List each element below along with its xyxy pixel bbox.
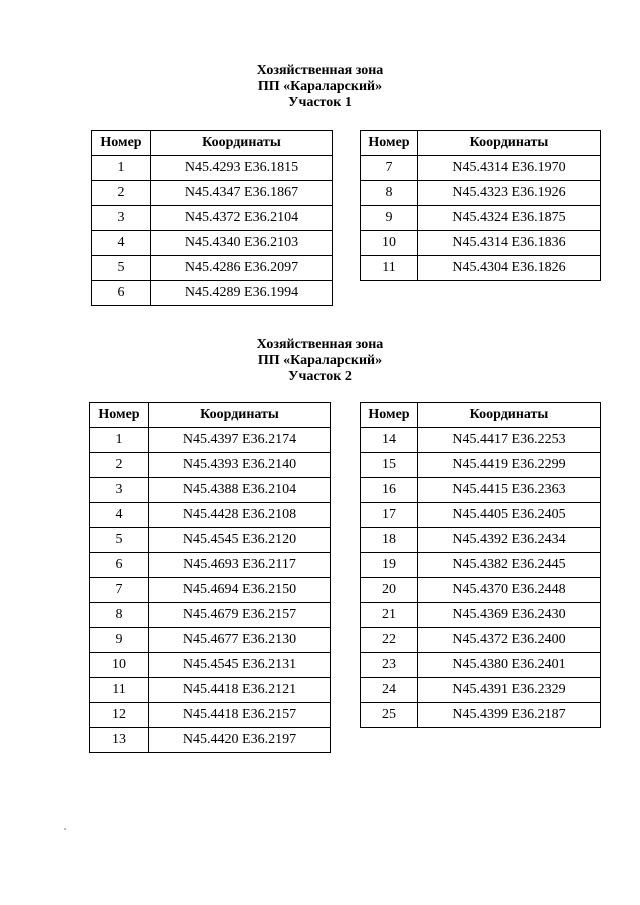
- row-number: 8: [90, 603, 149, 628]
- row-number: 3: [90, 478, 149, 503]
- scan-speck: [64, 828, 66, 830]
- row-number: 2: [90, 453, 149, 478]
- table-header-row: [361, 403, 601, 428]
- table-header-row: [92, 131, 333, 156]
- row-coordinates: N45.4405 E36.2405: [418, 503, 601, 528]
- row-coordinates: N45.4314 E36.1836: [418, 231, 601, 256]
- row-coordinates: N45.4418 E36.2121: [149, 678, 331, 703]
- row-number: 12: [90, 703, 149, 728]
- table-row: [92, 281, 333, 306]
- row-coordinates: N45.4380 E36.2401: [418, 653, 601, 678]
- row-coordinates: N45.4419 E36.2299: [418, 453, 601, 478]
- row-coordinates: N45.4340 E36.2103: [151, 231, 333, 256]
- row-coordinates: N45.4545 E36.2131: [149, 653, 331, 678]
- row-number: 11: [90, 678, 149, 703]
- header-number: Номер: [361, 131, 418, 156]
- table-row: [361, 206, 601, 231]
- row-number: 9: [90, 628, 149, 653]
- table-row: [361, 478, 601, 503]
- row-number: 2: [92, 181, 151, 206]
- row-coordinates: N45.4392 E36.2434: [418, 528, 601, 553]
- table-row: [90, 703, 331, 728]
- table-row: [90, 728, 331, 753]
- table-header-row: [361, 131, 601, 156]
- row-number: 8: [361, 181, 418, 206]
- row-number: 1: [90, 428, 149, 453]
- section1-title-line-plot: Участок 1: [288, 95, 352, 110]
- row-coordinates: N45.4420 E36.2197: [149, 728, 331, 753]
- row-coordinates: N45.4417 E36.2253: [418, 428, 601, 453]
- table-row: [361, 256, 601, 281]
- row-coordinates: N45.4679 E36.2157: [149, 603, 331, 628]
- row-coordinates: N45.4286 E36.2097: [151, 256, 333, 281]
- table-row: [90, 653, 331, 678]
- row-coordinates: N45.4677 E36.2130: [149, 628, 331, 653]
- table-row: [361, 453, 601, 478]
- row-number: 4: [92, 231, 151, 256]
- header-coordinates: Координаты: [149, 403, 331, 428]
- row-coordinates: N45.4369 E36.2430: [418, 603, 601, 628]
- row-coordinates: N45.4293 E36.1815: [151, 156, 333, 181]
- section2-left-table: [89, 402, 331, 753]
- table-row: [90, 678, 331, 703]
- row-coordinates: N45.4388 E36.2104: [149, 478, 331, 503]
- row-coordinates: N45.4397 E36.2174: [149, 428, 331, 453]
- row-number: 24: [361, 678, 418, 703]
- row-number: 17: [361, 503, 418, 528]
- row-coordinates: N45.4391 E36.2329: [418, 678, 601, 703]
- table-row: [90, 603, 331, 628]
- header-number: Номер: [361, 403, 418, 428]
- section1-title: [0, 63, 640, 111]
- row-coordinates: N45.4370 E36.2448: [418, 578, 601, 603]
- table-row: [361, 578, 601, 603]
- row-number: 6: [90, 553, 149, 578]
- section1-left-table: [91, 130, 333, 306]
- section2-title-line-zone: Хозяйственная зона: [256, 337, 384, 352]
- row-number: 1: [92, 156, 151, 181]
- table-row: [361, 181, 601, 206]
- table-row: [361, 603, 601, 628]
- section2-right-table: [360, 402, 601, 728]
- header-coordinates: Координаты: [418, 403, 601, 428]
- row-coordinates: N45.4323 E36.1926: [418, 181, 601, 206]
- header-coordinates: Координаты: [151, 131, 333, 156]
- table-row: [361, 553, 601, 578]
- row-number: 11: [361, 256, 418, 281]
- table-row: [90, 553, 331, 578]
- section2-title-line-plot: Участок 2: [288, 369, 352, 384]
- table-row: [90, 628, 331, 653]
- row-number: 13: [90, 728, 149, 753]
- header-coordinates: Координаты: [418, 131, 601, 156]
- row-number: 7: [361, 156, 418, 181]
- table-row: [92, 231, 333, 256]
- header-number: Номер: [90, 403, 149, 428]
- row-coordinates: N45.4304 E36.1826: [418, 256, 601, 281]
- row-coordinates: N45.4418 E36.2157: [149, 703, 331, 728]
- table-row: [92, 256, 333, 281]
- table-row: [90, 428, 331, 453]
- header-number: Номер: [92, 131, 151, 156]
- row-coordinates: N45.4314 E36.1970: [418, 156, 601, 181]
- row-coordinates: N45.4372 E36.2400: [418, 628, 601, 653]
- row-coordinates: N45.4382 E36.2445: [418, 553, 601, 578]
- table-row: [361, 503, 601, 528]
- row-number: 21: [361, 603, 418, 628]
- table-row: [92, 156, 333, 181]
- table-row: [90, 578, 331, 603]
- row-number: 14: [361, 428, 418, 453]
- section1-title-line-zone: Хозяйственная зона: [256, 63, 384, 78]
- table-row: [90, 478, 331, 503]
- row-coordinates: N45.4347 E36.1867: [151, 181, 333, 206]
- table-row: [361, 528, 601, 553]
- row-number: 23: [361, 653, 418, 678]
- section1-title-line-park: ПП «Караларский»: [257, 79, 383, 94]
- row-number: 7: [90, 578, 149, 603]
- row-coordinates: N45.4324 E36.1875: [418, 206, 601, 231]
- table-row: [90, 528, 331, 553]
- table-row: [361, 678, 601, 703]
- table-row: [92, 206, 333, 231]
- table-header-row: [90, 403, 331, 428]
- table-row: [361, 703, 601, 728]
- table-row: [92, 181, 333, 206]
- row-coordinates: N45.4399 E36.2187: [418, 703, 601, 728]
- table-row: [90, 453, 331, 478]
- section2-title: [0, 337, 640, 385]
- table-row: [361, 653, 601, 678]
- row-number: 16: [361, 478, 418, 503]
- row-coordinates: N45.4393 E36.2140: [149, 453, 331, 478]
- row-coordinates: N45.4289 E36.1994: [151, 281, 333, 306]
- row-number: 25: [361, 703, 418, 728]
- row-number: 10: [90, 653, 149, 678]
- table-row: [361, 156, 601, 181]
- table-row: [90, 503, 331, 528]
- row-number: 5: [90, 528, 149, 553]
- section2-title-line-park: ПП «Караларский»: [257, 353, 383, 368]
- row-number: 20: [361, 578, 418, 603]
- row-coordinates: N45.4545 E36.2120: [149, 528, 331, 553]
- table-row: [361, 428, 601, 453]
- row-coordinates: N45.4415 E36.2363: [418, 478, 601, 503]
- section1-right-table: [360, 130, 601, 281]
- row-number: 22: [361, 628, 418, 653]
- row-number: 18: [361, 528, 418, 553]
- row-number: 3: [92, 206, 151, 231]
- table-row: [361, 628, 601, 653]
- row-number: 15: [361, 453, 418, 478]
- row-coordinates: N45.4694 E36.2150: [149, 578, 331, 603]
- row-number: 5: [92, 256, 151, 281]
- row-coordinates: N45.4372 E36.2104: [151, 206, 333, 231]
- row-number: 6: [92, 281, 151, 306]
- row-number: 10: [361, 231, 418, 256]
- row-number: 4: [90, 503, 149, 528]
- table-row: [361, 231, 601, 256]
- row-number: 19: [361, 553, 418, 578]
- row-coordinates: N45.4428 E36.2108: [149, 503, 331, 528]
- row-number: 9: [361, 206, 418, 231]
- row-coordinates: N45.4693 E36.2117: [149, 553, 331, 578]
